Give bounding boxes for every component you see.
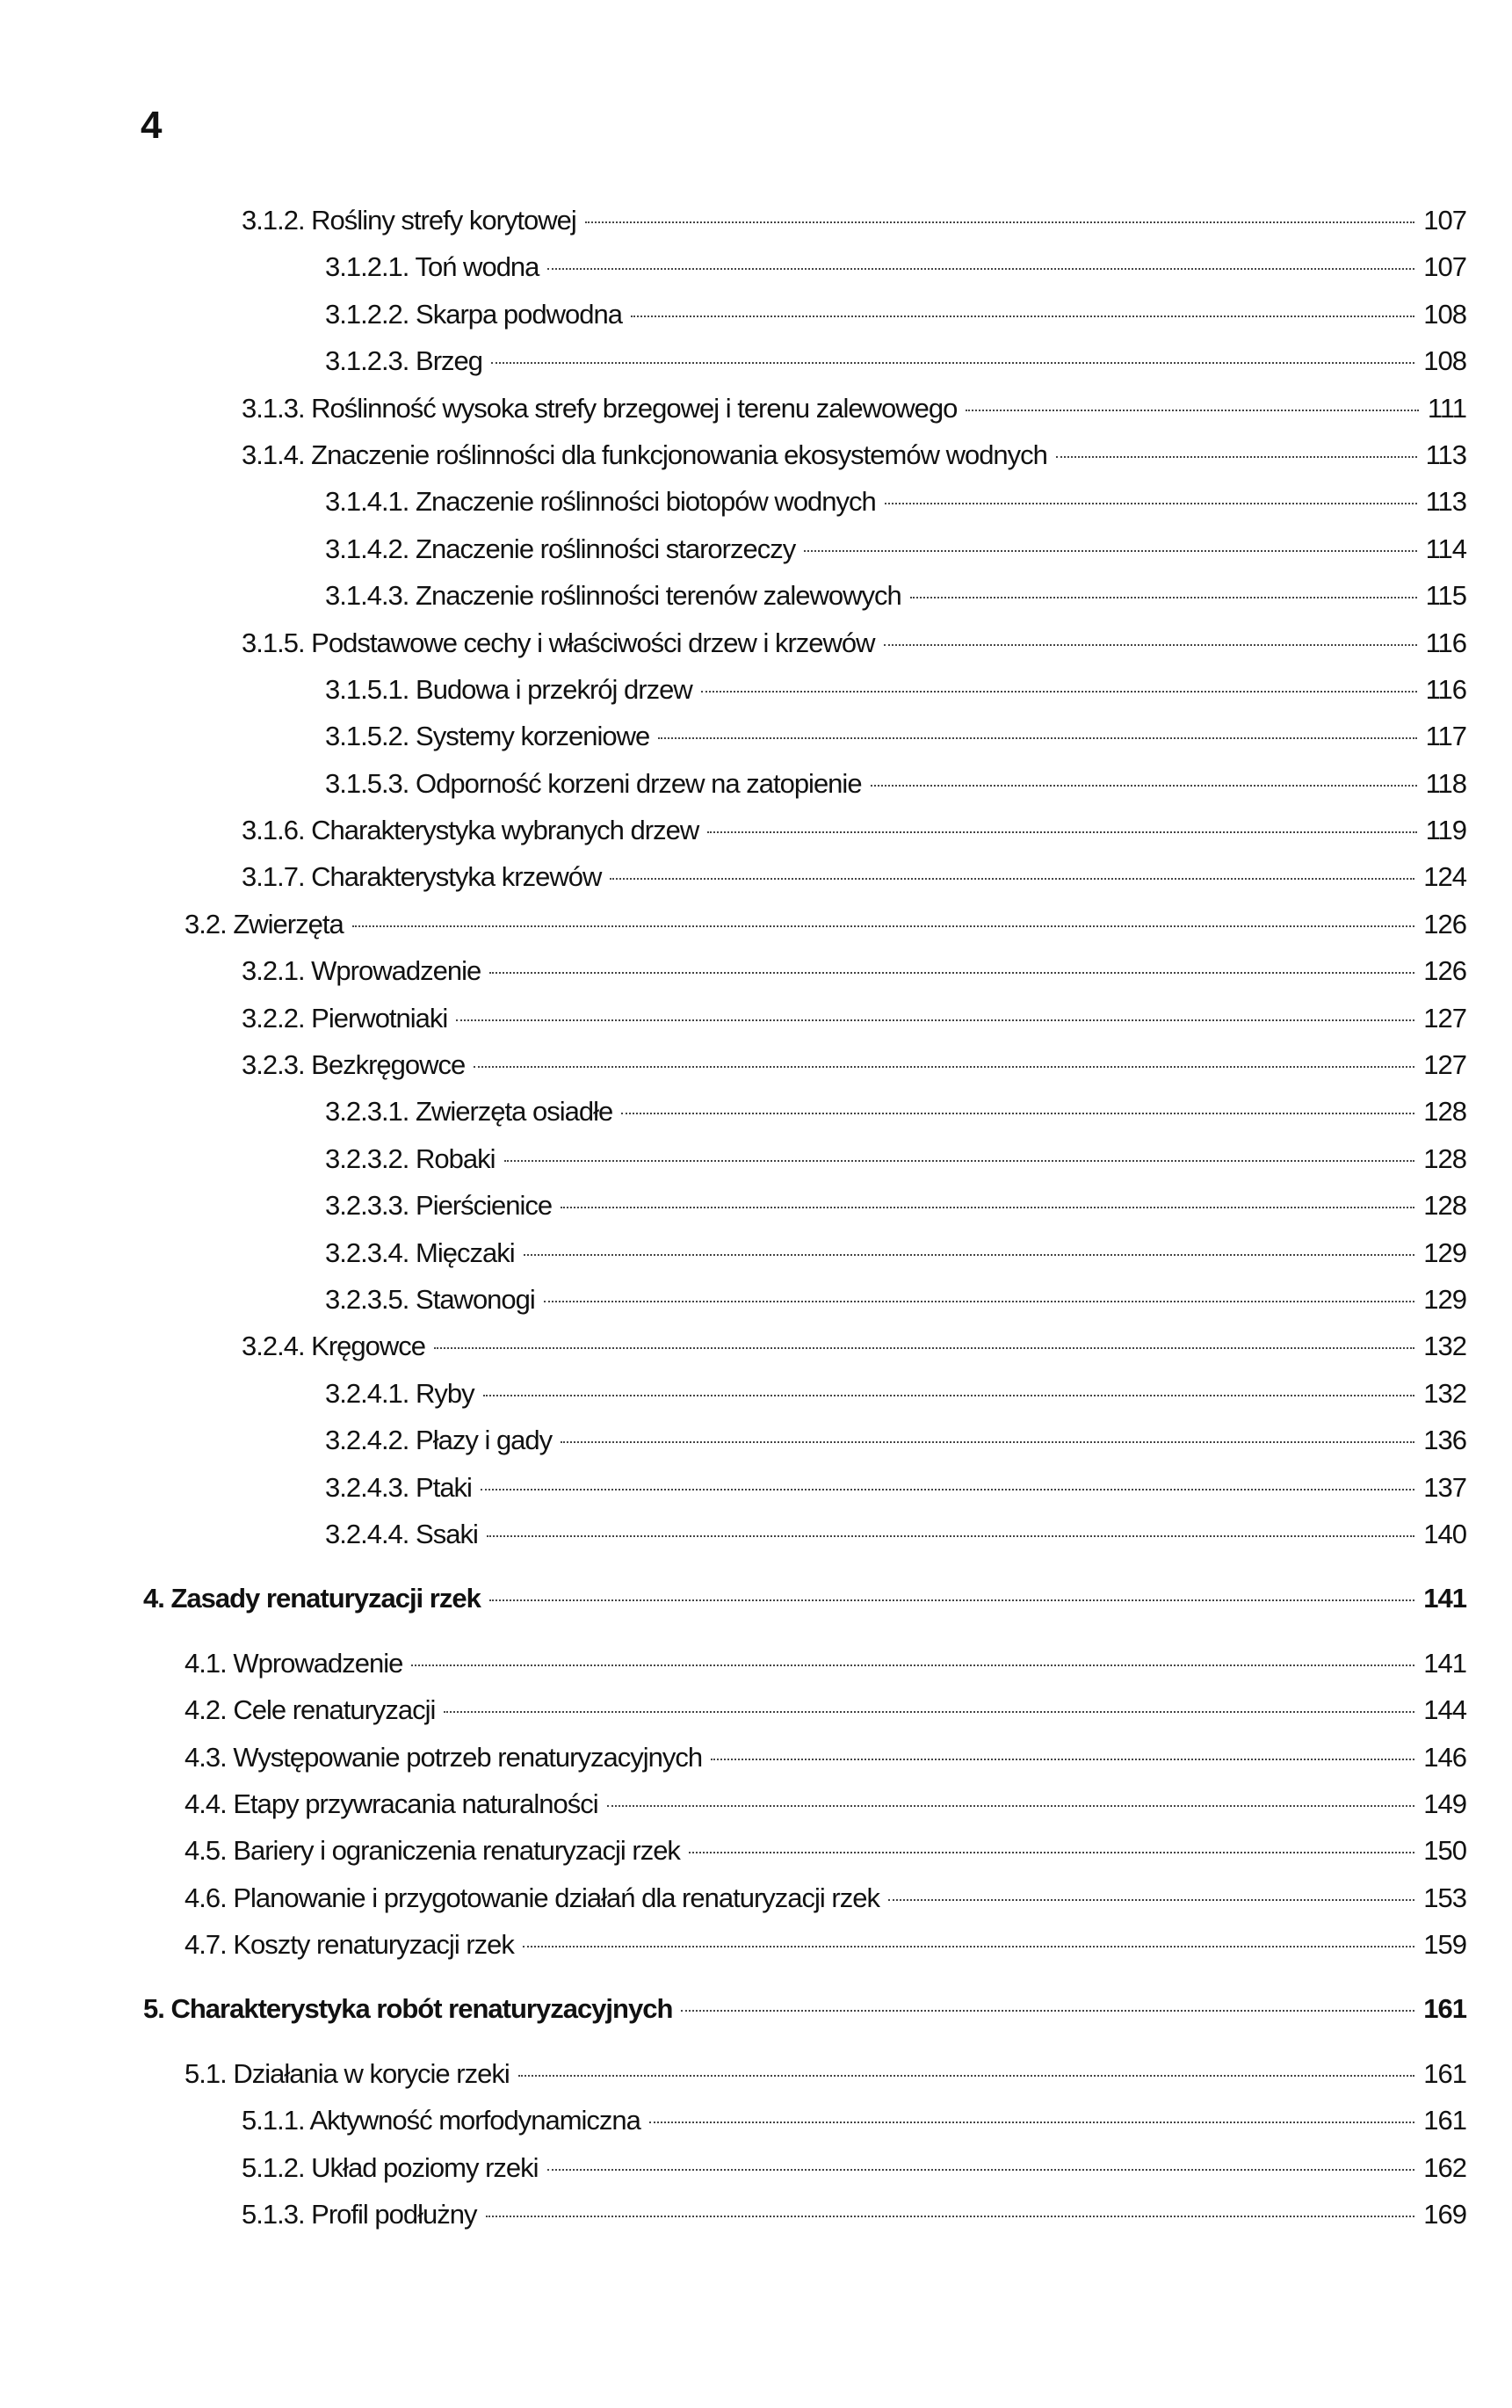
toc-entry: [0, 947, 1512, 994]
dot-leader: [884, 644, 1417, 646]
toc-entry: [0, 1781, 1512, 1827]
toc-entry: [0, 1417, 1512, 1463]
toc-entry: [0, 1511, 1512, 1557]
entry-title: 4.7. Koszty renaturyzacji rzek: [184, 1929, 514, 1961]
toc-entry: [0, 337, 1512, 384]
dot-leader: [804, 550, 1416, 552]
toc-entry: [0, 666, 1512, 713]
entry-page-number: 114: [1425, 533, 1466, 564]
toc-entry: [0, 1827, 1512, 1874]
toc-entry: [0, 1041, 1512, 1088]
dot-leader: [481, 1489, 1414, 1490]
entry-page-number: 161: [1423, 1993, 1466, 2025]
dot-leader: [689, 1852, 1414, 1853]
dot-leader: [489, 1599, 1414, 1601]
entry-title: 3.2.3.4. Mięczaki: [325, 1237, 515, 1268]
toc-entry: [0, 1088, 1512, 1135]
entry-page-number: 115: [1425, 580, 1466, 612]
dot-leader: [585, 221, 1415, 223]
toc-entry: [0, 713, 1512, 759]
entry-title: 4. Zasady renaturyzacji rzek: [143, 1583, 481, 1614]
entry-title: 3.1.7. Charakterystyka krzewów: [242, 861, 602, 893]
entry-title: 3.2.3. Bezkręgowce: [242, 1049, 466, 1081]
entry-title: 4.5. Bariery i ograniczenia renaturyzacji rzek: [184, 1835, 680, 1867]
entry-title: 3.2.2. Pierwotniaki: [242, 1002, 448, 1034]
entry-page-number: 113: [1425, 439, 1466, 470]
entry-page-number: 141: [1423, 1647, 1466, 1679]
entry-page-number: 119: [1425, 815, 1466, 846]
entry-title: 3.1.4. Znaczenie roślinności dla funkcjonowania ekosystemów wodnych: [242, 439, 1047, 470]
dot-leader: [444, 1711, 1414, 1713]
entry-page-number: 161: [1423, 2057, 1466, 2089]
dot-leader: [966, 410, 1419, 411]
entry-title: 4.1. Wprowadzenie: [184, 1647, 403, 1679]
toc-entry: [0, 901, 1512, 947]
toc-entry: [0, 1135, 1512, 1182]
dot-leader: [610, 878, 1414, 880]
entry-page-number: 107: [1423, 251, 1466, 283]
toc-entry: [0, 1921, 1512, 1968]
dot-leader: [547, 2169, 1415, 2171]
dot-leader: [487, 1535, 1414, 1537]
entry-page-number: 128: [1423, 1190, 1466, 1222]
entry-title: 4.4. Etapy przywracania naturalności: [184, 1788, 598, 1819]
toc-entry: [0, 2191, 1512, 2238]
entry-title: 3.1.2. Rośliny strefy korytowej: [242, 205, 576, 236]
toc-entry: [0, 1182, 1512, 1229]
entry-page-number: 108: [1423, 345, 1466, 377]
entry-title: 5.1.2. Układ poziomy rzeki: [242, 2151, 539, 2183]
entry-page-number: 128: [1423, 1096, 1466, 1128]
entry-page-number: 153: [1423, 1882, 1466, 1913]
toc-entry: [0, 760, 1512, 807]
entry-page-number: 169: [1423, 2199, 1466, 2230]
entry-title: 5.1.3. Profil podłużny: [242, 2199, 477, 2230]
toc-entry: [0, 1640, 1512, 1686]
page-number: 4: [141, 104, 163, 147]
entry-title: 3.1.2.2. Skarpa podwodna: [325, 298, 622, 330]
entry-page-number: 137: [1423, 1471, 1466, 1503]
entry-title: 3.1.3. Roślinność wysoka strefy brzegowej i terenu zalewowego: [242, 392, 958, 424]
dot-leader: [561, 1207, 1414, 1208]
dot-leader: [352, 925, 1415, 927]
toc-entry: [0, 1323, 1512, 1369]
entry-page-number: 146: [1423, 1741, 1466, 1773]
entry-title: 5.1.1. Aktywność morfodynamiczna: [242, 2105, 640, 2136]
dot-leader: [681, 2010, 1414, 2012]
entry-page-number: 159: [1423, 1929, 1466, 1961]
dot-leader: [518, 2075, 1415, 2077]
dot-leader: [523, 1946, 1414, 1947]
toc-entry: [0, 1464, 1512, 1511]
entry-page-number: 132: [1423, 1377, 1466, 1409]
entry-title: 3.2.4.4. Ssaki: [325, 1518, 478, 1549]
dot-leader: [631, 316, 1414, 317]
toc-entry: [0, 1875, 1512, 1921]
dot-leader: [707, 831, 1416, 833]
entry-title: 5. Charakterystyka robót renaturyzacyjnych: [143, 1993, 673, 2025]
toc-entry: [0, 243, 1512, 290]
entry-title: 3.2.4. Kręgowce: [242, 1331, 426, 1362]
dot-leader: [489, 972, 1414, 974]
toc-entry: [0, 995, 1512, 1041]
dot-leader: [910, 597, 1417, 598]
entry-page-number: 127: [1423, 1049, 1466, 1081]
entry-page-number: 118: [1425, 767, 1466, 799]
entry-title: 3.2.4.1. Ryby: [325, 1377, 474, 1409]
entry-page-number: 161: [1423, 2105, 1466, 2136]
toc-entry: [0, 620, 1512, 666]
dot-leader: [888, 1899, 1414, 1901]
dot-leader: [1056, 456, 1417, 458]
entry-title: 3.1.5.2. Systemy korzeniowe: [325, 721, 650, 752]
entry-page-number: 132: [1423, 1331, 1466, 1362]
entry-title: 3.2. Zwierzęta: [184, 908, 344, 939]
toc-entry: [0, 2097, 1512, 2143]
entry-page-number: 126: [1423, 908, 1466, 939]
dot-leader: [621, 1113, 1414, 1114]
toc-chapter-entry: [0, 1575, 1512, 1621]
toc-entry: [0, 526, 1512, 572]
dot-leader: [474, 1066, 1414, 1068]
dot-leader: [871, 785, 1417, 787]
dot-leader: [658, 737, 1416, 739]
entry-title: 3.2.3.3. Pierścienice: [325, 1190, 553, 1222]
toc-entry: [0, 432, 1512, 478]
entry-page-number: 136: [1423, 1425, 1466, 1456]
entry-title: 3.2.3.2. Robaki: [325, 1142, 496, 1174]
entry-title: 3.1.4.3. Znaczenie roślinności terenów zalewowych: [325, 580, 901, 612]
entry-page-number: 108: [1423, 298, 1466, 330]
entry-page-number: 144: [1423, 1694, 1466, 1726]
toc-entry: [0, 572, 1512, 619]
entry-page-number: 107: [1423, 205, 1466, 236]
toc-entry: [0, 1734, 1512, 1781]
entry-page-number: 150: [1423, 1835, 1466, 1867]
toc-entry: [0, 1276, 1512, 1323]
toc-entry: [0, 478, 1512, 525]
dot-leader: [547, 268, 1414, 270]
dot-leader: [491, 362, 1414, 364]
dot-leader: [607, 1805, 1415, 1807]
entry-title: 3.1.2.3. Brzeg: [325, 345, 483, 377]
toc-entry: [0, 291, 1512, 337]
toc-entry: [0, 807, 1512, 853]
entry-title: 3.2.4.2. Płazy i gady: [325, 1425, 553, 1456]
entry-title: 3.2.1. Wprowadzenie: [242, 955, 481, 987]
toc-entry: [0, 197, 1512, 243]
toc-entry: [0, 2050, 1512, 2097]
dot-leader: [544, 1301, 1414, 1302]
entry-title: 3.1.4.2. Znaczenie roślinności starorzeczy: [325, 533, 796, 564]
toc-entry: [0, 385, 1512, 432]
entry-page-number: 113: [1425, 486, 1466, 518]
toc-entry: [0, 1370, 1512, 1417]
entry-title: 3.2.4.3. Ptaki: [325, 1471, 472, 1503]
entry-title: 3.1.5. Podstawowe cechy i właściwości drzew i krzewów: [242, 627, 875, 658]
entry-page-number: 129: [1423, 1283, 1466, 1315]
entry-page-number: 127: [1423, 1002, 1466, 1034]
table-of-contents: [0, 197, 1512, 2238]
entry-title: 3.2.3.1. Zwierzęta osiadłe: [325, 1096, 613, 1128]
entry-title: 3.1.5.1. Budowa i przekrój drzew: [325, 673, 692, 705]
entry-page-number: 140: [1423, 1518, 1466, 1549]
toc-entry: [0, 1229, 1512, 1276]
entry-page-number: 141: [1423, 1583, 1466, 1614]
dot-leader: [649, 2122, 1414, 2123]
entry-page-number: 124: [1423, 861, 1466, 893]
dot-leader: [486, 2216, 1415, 2217]
dot-leader: [411, 1665, 1414, 1666]
entry-page-number: 111: [1427, 392, 1466, 424]
entry-page-number: 126: [1423, 955, 1466, 987]
entry-page-number: 116: [1425, 673, 1466, 705]
entry-title: 4.2. Cele renaturyzacji: [184, 1694, 436, 1726]
dot-leader: [524, 1254, 1415, 1256]
dot-leader: [483, 1395, 1415, 1396]
entry-title: 4.3. Występowanie potrzeb renaturyzacyjnych: [184, 1741, 703, 1773]
toc-entry: [0, 1686, 1512, 1733]
dot-leader: [434, 1347, 1414, 1349]
entry-title: 5.1. Działania w korycie rzeki: [184, 2057, 510, 2089]
entry-page-number: 129: [1423, 1237, 1466, 1268]
entry-page-number: 149: [1423, 1788, 1466, 1819]
dot-leader: [561, 1441, 1414, 1443]
dot-leader: [711, 1759, 1414, 1760]
entry-page-number: 128: [1423, 1142, 1466, 1174]
toc-chapter-entry: [0, 1985, 1512, 2032]
entry-title: 3.1.4.1. Znaczenie roślinności biotopów wodnych: [325, 486, 876, 518]
toc-entry: [0, 853, 1512, 900]
dot-leader: [456, 1019, 1414, 1021]
entry-page-number: 162: [1423, 2151, 1466, 2183]
toc-entry: [0, 2144, 1512, 2191]
entry-page-number: 117: [1425, 721, 1466, 752]
entry-title: 3.2.3.5. Stawonogi: [325, 1283, 535, 1315]
dot-leader: [885, 503, 1417, 504]
entry-title: 4.6. Planowanie i przygotowanie działań dla renaturyzacji rzek: [184, 1882, 879, 1913]
dot-leader: [504, 1160, 1415, 1162]
entry-title: 3.1.5.3. Odporność korzeni drzew na zatopienie: [325, 767, 862, 799]
entry-title: 3.1.6. Charakterystyka wybranych drzew: [242, 815, 699, 846]
entry-title: 3.1.2.1. Toń wodna: [325, 251, 539, 283]
dot-leader: [701, 691, 1417, 693]
entry-page-number: 116: [1425, 627, 1466, 658]
